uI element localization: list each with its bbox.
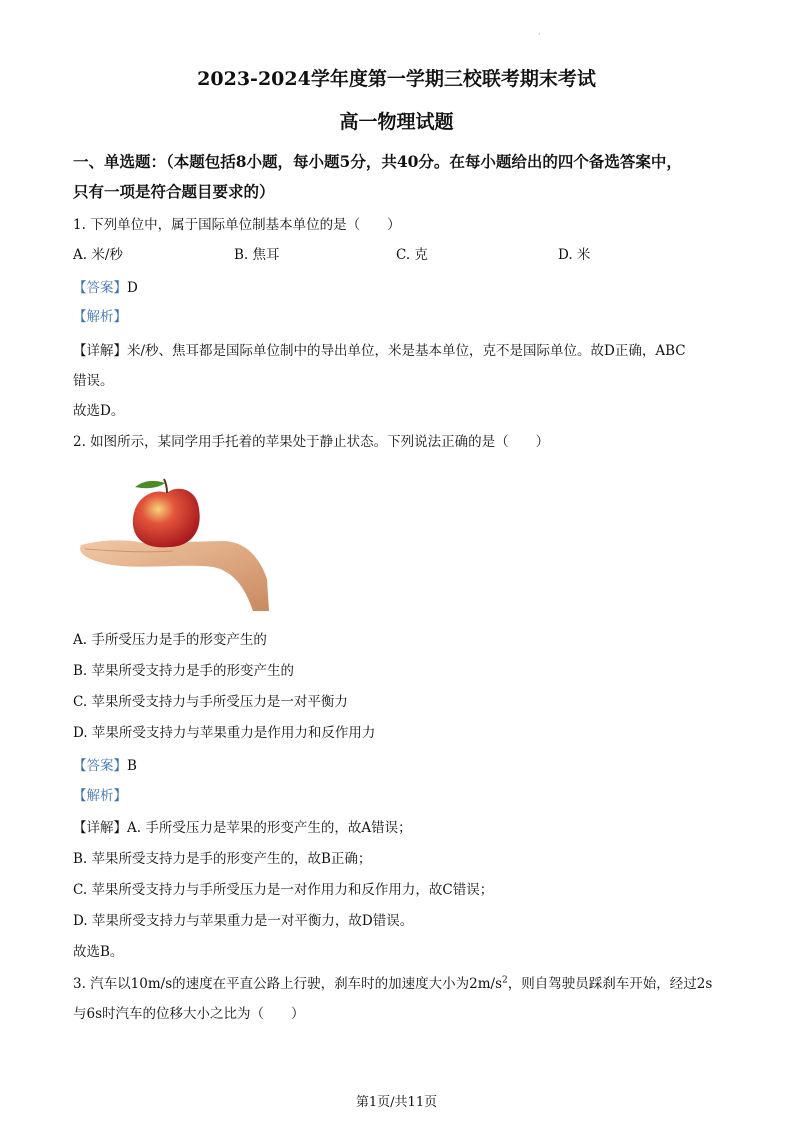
q1-detail-text: 米/秒、焦耳都是国际单位制中的导出单位，米是基本单位，克不是国际单位。故D正确，ABC xyxy=(127,343,686,359)
section-heading-line2: 只有一项是符合题目要求的） xyxy=(73,182,275,201)
section-heading-line1: 一、单选题：（本题包括8小题，每小题5分，共40分。在每小题给出的四个备选答案中， xyxy=(73,152,682,171)
q2-option-c: C. 苹果所受支持力与手所受压力是一对平衡力 xyxy=(73,694,348,710)
q1-option-b: B. 焦耳 xyxy=(234,247,280,263)
q2-answer xyxy=(73,754,137,774)
q2-detail-line3: C. 苹果所受支持力与手所受压力是一对作用力和反作用力，故C错误； xyxy=(73,882,494,898)
q1-stem: 1. 下列单位中，属于国际单位制基本单位的是（ ） xyxy=(73,217,401,233)
q3-stem-text1: 3. 汽车以10m/s的速度在平直公路上行驶，刹车时的加速度大小为2m/s xyxy=(73,976,502,992)
q2-stem: 2. 如图所示，某同学用手托着的苹果处于静止状态。下列说法正确的是（ ） xyxy=(73,434,550,450)
q2-option-a: A. 手所受压力是手的形变产生的 xyxy=(73,632,267,648)
q3-stem-superscript: 2 xyxy=(502,975,508,986)
q2-option-b: B. 苹果所受支持力是手的形变产生的 xyxy=(73,663,295,679)
q2-conclusion: 故选B。 xyxy=(73,944,124,960)
q2-answer-value: B xyxy=(127,758,137,774)
q1-option-d: D. 米 xyxy=(558,247,591,263)
page-title: 2023-2024学年度第一学期三校联考期末考试 xyxy=(197,68,596,90)
q2-detail-text: A. 手所受压力是苹果的形变产生的，故A错误； xyxy=(127,820,412,836)
q1-detail-line2: 错误。 xyxy=(73,373,114,389)
q1-option-a: A. 米/秒 xyxy=(73,247,123,263)
q1-analysis-tag: 【解析】 xyxy=(73,309,127,325)
q2-option-d: D. 苹果所受支持力与苹果重力是作用力和反作用力 xyxy=(73,725,376,741)
q1-answer-value: D xyxy=(127,280,138,296)
q1-answer xyxy=(73,276,138,296)
q2-detail-line2: B. 苹果所受支持力是手的形变产生的，故B正确； xyxy=(73,851,372,867)
page-subtitle: 高一物理试题 xyxy=(339,111,454,133)
q1-detail-line1 xyxy=(73,339,686,359)
q3-stem-text2: ，则自驾驶员踩刹车开始，经过2s xyxy=(507,976,713,992)
detail-tag: 【详解】 xyxy=(73,820,127,836)
page-footer: 第1页/共11页 xyxy=(355,1095,438,1110)
q2-detail-line1 xyxy=(73,816,412,836)
q2-analysis-tag: 【解析】 xyxy=(73,788,127,804)
scan-dot: · xyxy=(538,30,541,39)
q1-conclusion: 故选D。 xyxy=(73,403,125,419)
answer-tag: 【答案】 xyxy=(73,758,127,774)
q1-option-c: C. 克 xyxy=(396,247,428,263)
q3-stem-line2: 与6s时汽车的位移大小之比为（ ） xyxy=(73,1006,305,1022)
apple-on-hand-image xyxy=(73,459,269,611)
answer-tag: 【答案】 xyxy=(73,280,127,296)
q3-stem-line1 xyxy=(73,972,712,992)
detail-tag: 【详解】 xyxy=(73,343,127,359)
q2-detail-line4: D. 苹果所受支持力与苹果重力是一对平衡力，故D错误。 xyxy=(73,913,414,929)
